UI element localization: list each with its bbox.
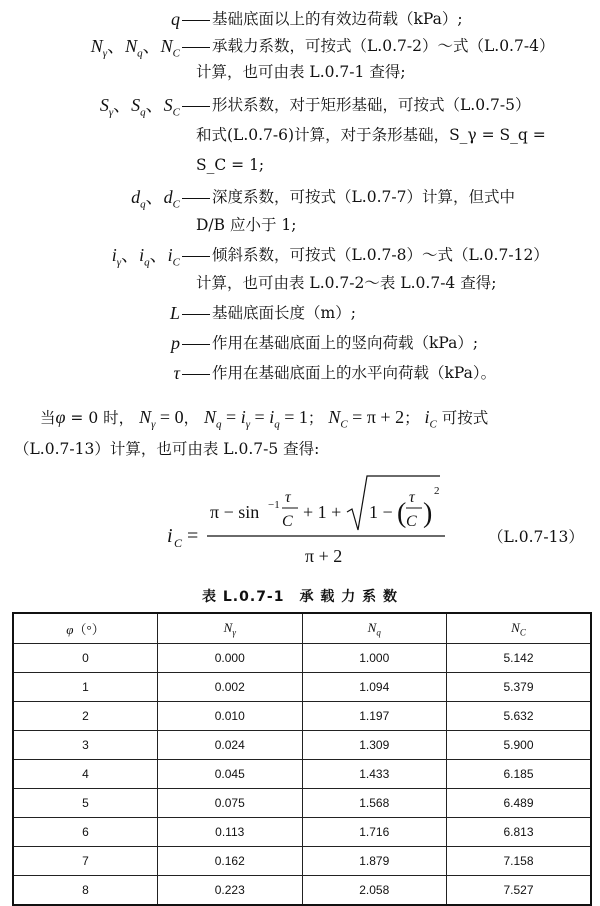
paragraph-line-1: 当φ = 0 时， $N_\gamma = 0$， $N_q = i_\gamma = i_q = 1$； $N_C = \pi + 2$； $i_C$ 可按式: [40, 407, 489, 431]
svg-text:π + 2: π + 2: [305, 546, 343, 566]
table-cell: 1.433: [302, 760, 447, 789]
def-text-l: 基础底面长度（m）;: [212, 304, 356, 322]
dash: [182, 198, 210, 199]
table-cell: 5: [13, 789, 158, 818]
def-text-s: 形状系数，对于矩形基础，可按式（L.0.7-5）: [212, 96, 531, 114]
table-cell: 4: [13, 760, 158, 789]
def-cont-n-1: 计算，也可由表 L.0.7-1 查得;: [196, 63, 406, 81]
table-cell: 0: [13, 644, 158, 673]
svg-text:τ: τ: [409, 489, 415, 506]
header-phi: φ（°）: [13, 613, 158, 644]
def-text-d: 深度系数，可按式（L.0.7-7）计算，但式中: [212, 188, 515, 206]
table-cell: 0.223: [158, 876, 303, 906]
table-title: 表 L.0.7-1 承 载 力 系 数: [202, 589, 398, 605]
svg-text:π − sin: π − sin: [210, 502, 260, 522]
symbol-i: $i_\gamma$、$i_q$、$i_C$: [111, 245, 180, 269]
def-n: [0, 33, 600, 61]
symbol-d: $d_q$、$d_C$: [131, 187, 180, 211]
symbol-l: L: [169, 303, 180, 323]
def-l: [0, 300, 600, 328]
svg-text:−1: −1: [268, 499, 280, 511]
table-cell: 0.045: [158, 760, 303, 789]
table-cell: 0.002: [158, 673, 303, 702]
dash: [182, 47, 210, 48]
def-text-n: 承载力系数，可按式（L.0.7-2）～式（L.0.7-4）: [212, 37, 555, 55]
table-cell: 1.000: [302, 644, 447, 673]
paragraph-line-2: （L.0.7-13）计算，也可由表 L.0.7-5 查得:: [14, 440, 320, 458]
symbol-q: q: [171, 9, 180, 29]
table-cell: 1.879: [302, 847, 447, 876]
def-cont-s-1: 和式(L.0.7-6)计算，对于条形基础，S_γ = S_q =: [196, 126, 546, 144]
dash: [182, 314, 210, 315]
symbol-definitions: [0, 6, 600, 383]
def-cont-s-2: S_C = 1;: [196, 156, 265, 174]
table-row: [13, 789, 591, 818]
svg-text:): ): [423, 498, 433, 529]
table-cell: 0.162: [158, 847, 303, 876]
table-row: [13, 673, 591, 702]
table-cell: 1.094: [302, 673, 447, 702]
table-body: [13, 644, 591, 906]
table-row: [13, 731, 591, 760]
def-cont-d-1: D/B 应小于 1;: [196, 216, 297, 234]
table-cell: 0.113: [158, 818, 303, 847]
def-q: [0, 6, 600, 34]
table-row: [13, 876, 591, 906]
table-cell: 5.900: [447, 731, 592, 760]
table-cell: 0.000: [158, 644, 303, 673]
dash: [182, 20, 210, 21]
table-cell: 0.075: [158, 789, 303, 818]
table-cell: 2: [13, 702, 158, 731]
header-n-c: $N_C$: [447, 613, 592, 644]
svg-text:C: C: [406, 513, 417, 530]
table-cell: 6.813: [447, 818, 592, 847]
table-row: [13, 644, 591, 673]
svg-text:2: 2: [434, 485, 440, 497]
def-text-p: 作用在基础底面上的竖向荷载（kPa）;: [212, 334, 479, 352]
table-cell: 1.197: [302, 702, 447, 731]
table-cell: 0.024: [158, 731, 303, 760]
table-cell: 5.142: [447, 644, 592, 673]
dash: [182, 344, 210, 345]
table-header-row: [13, 613, 591, 644]
svg-text:+ 1 +: + 1 +: [303, 502, 342, 522]
svg-text:τ: τ: [285, 489, 291, 506]
def-text-q: 基础底面以上的有效边荷载（kPa）;: [212, 10, 463, 28]
def-i: [0, 242, 600, 270]
def-s: [0, 92, 600, 120]
table-cell: 6.185: [447, 760, 592, 789]
symbol-tau: τ: [173, 363, 180, 383]
table-cell: 5.379: [447, 673, 592, 702]
svg-text:(: (: [397, 498, 407, 529]
svg-text:=: =: [187, 525, 199, 547]
def-d: [0, 184, 600, 212]
table-cell: 5.632: [447, 702, 592, 731]
table-cell: 7.527: [447, 876, 592, 906]
symbol-p: p: [171, 333, 180, 353]
def-text-tau: 作用在基础底面上的水平向荷载（kPa）。: [212, 364, 497, 382]
table-cell: 6: [13, 818, 158, 847]
table-cell: 2.058: [302, 876, 447, 906]
formula-l-0-7-13: [155, 472, 595, 572]
svg-text:1 −: 1 −: [369, 502, 393, 522]
header-n-gamma: $N_\gamma$: [158, 613, 303, 644]
def-p: [0, 330, 600, 358]
table-cell: 1.568: [302, 789, 447, 818]
header-n-q: $N_q$: [302, 613, 447, 644]
table-cell: 1.309: [302, 731, 447, 760]
table-row: [13, 702, 591, 731]
table-cell: 1.716: [302, 818, 447, 847]
dash: [182, 256, 210, 257]
def-cont-i-1: 计算，也可由表 L.0.7-2～表 L.0.7-4 查得;: [196, 274, 497, 292]
table-row: [13, 760, 591, 789]
table-cell: 0.010: [158, 702, 303, 731]
dash: [182, 374, 210, 375]
def-text-i: 倾斜系数，可按式（L.0.7-8）～式（L.0.7-12）: [212, 246, 549, 264]
bearing-capacity-table: [12, 612, 592, 906]
svg-text:i: i: [167, 525, 173, 547]
table-cell: 7: [13, 847, 158, 876]
table-cell: 8: [13, 876, 158, 906]
dash: [182, 106, 210, 107]
table-cell: 6.489: [447, 789, 592, 818]
def-tau: [0, 360, 600, 388]
symbol-s: $S_\gamma$、$S_q$、$S_C$: [99, 95, 180, 119]
table-cell: 7.158: [447, 847, 592, 876]
equation-number: （L.0.7-13）: [488, 528, 584, 546]
svg-text:C: C: [174, 536, 183, 550]
symbol-n: $N_\gamma$、$N_q$、$N_C$: [90, 36, 180, 60]
table-cell: 3: [13, 731, 158, 760]
table-row: [13, 818, 591, 847]
formula-graphic: [155, 472, 495, 572]
table-cell: 1: [13, 673, 158, 702]
svg-text:C: C: [282, 513, 293, 530]
table-row: [13, 847, 591, 876]
